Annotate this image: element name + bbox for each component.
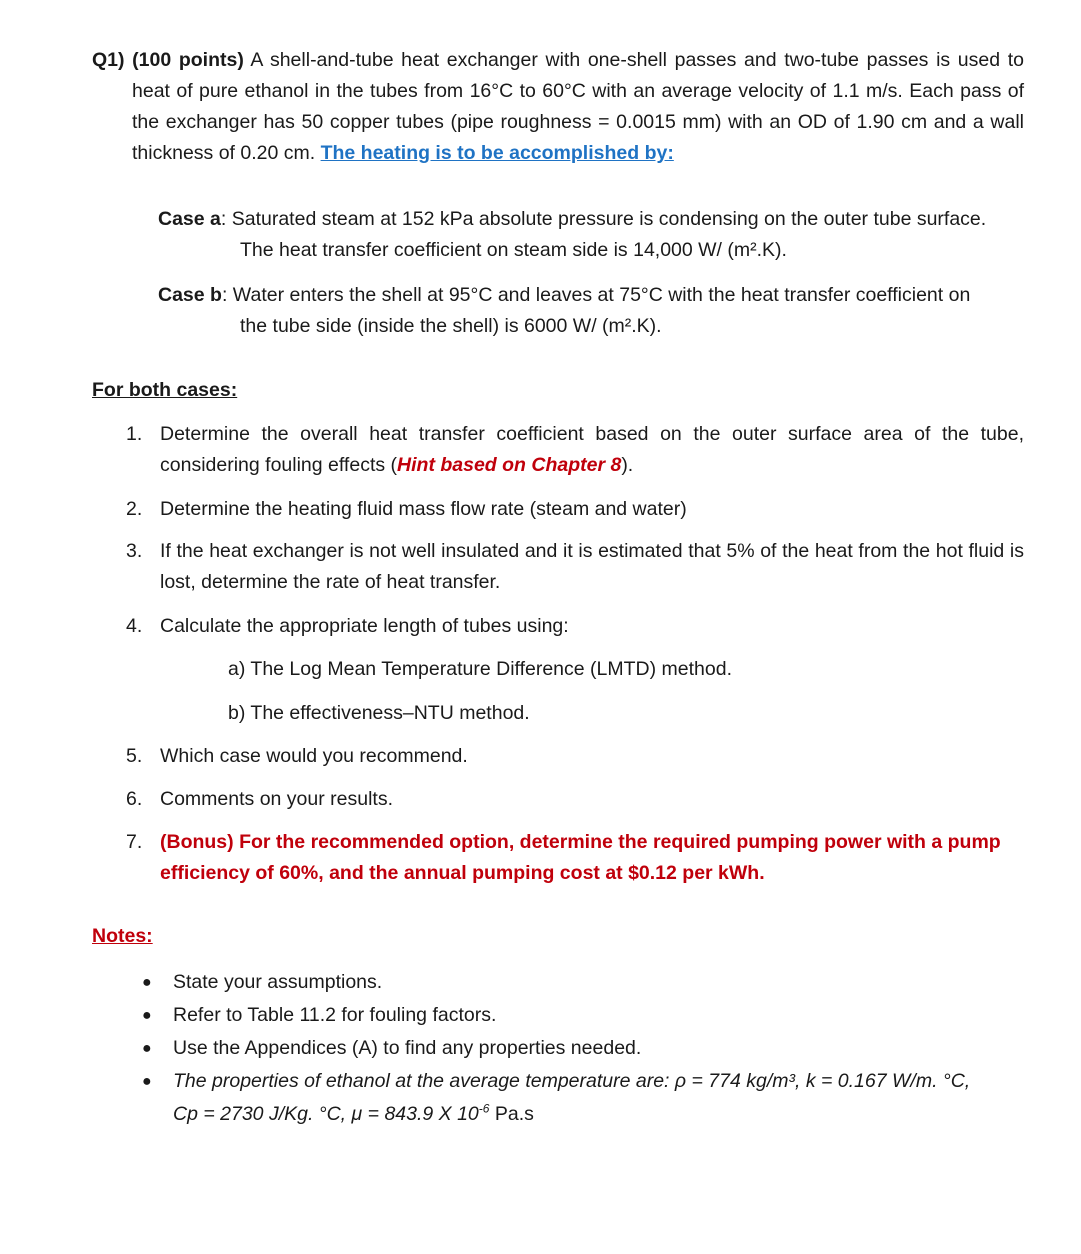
bonus-text: (Bonus) For the recommended option, determine the required pumping power with a pump efficiency of 60%, and the annual pumping cost at $0.12 per kWh. xyxy=(160,831,1001,884)
list-item xyxy=(126,611,1024,642)
viscosity-exponent: -6 xyxy=(478,1101,490,1116)
task-list-5 xyxy=(126,741,1024,772)
list-item-bonus xyxy=(126,827,1024,889)
note-item xyxy=(142,966,1024,999)
case-a xyxy=(158,204,1024,266)
list-item-text: Which case would you recommend. xyxy=(160,745,468,767)
case-a-label: Case a xyxy=(158,208,221,230)
task-list xyxy=(126,419,1024,481)
case-b-line2: the tube side (inside the shell) is 6000 W/ (m².K). xyxy=(240,315,662,337)
task-list-7 xyxy=(126,827,1024,889)
list-item-text: Determine the heating fluid mass flow rate (steam and water) xyxy=(160,498,687,520)
case-b-line1: : Water enters the shell at 95°C and leaves at 75°C with the heat transfer coefficient on xyxy=(221,284,971,306)
list-item-text-end: ). xyxy=(621,454,634,476)
list-number: 7. xyxy=(126,831,143,853)
question-intro xyxy=(92,45,1024,169)
task-list-4 xyxy=(126,611,1024,642)
task-list-3 xyxy=(126,536,1024,598)
note-text: State your assumptions. xyxy=(173,971,383,993)
note-item xyxy=(142,999,1024,1032)
case-a-line2: The heat transfer coefficient on steam side is 14,000 W/ (m².K). xyxy=(240,239,787,261)
task-list-2 xyxy=(126,494,1024,525)
case-a-line1: : Saturated steam at 152 kPa absolute pressure is condensing on the outer tube surface. xyxy=(220,208,987,230)
subitem-ntu: b) The effectiveness–NTU method. xyxy=(228,702,530,724)
list-item xyxy=(126,536,1024,598)
bullet-icon: ● xyxy=(142,1007,152,1024)
list-item xyxy=(126,419,1024,481)
list-number: 1. xyxy=(126,423,143,445)
note-item-properties xyxy=(142,1065,1024,1131)
bullet-icon: ● xyxy=(142,974,152,991)
properties-viscosity: μ = 843.9 X 10 xyxy=(351,1103,479,1125)
note-text: Use the Appendices (A) to find any properties needed. xyxy=(173,1037,642,1059)
question-text: A shell-and-tube heat exchanger with one-shell passes and two-tube passes is used to heat of pure ethanol in the tubes from 16°C to 60°C with an average velocity of 1.1 m/s. Each pass of the exchanger has 50 copper tubes (pipe roughness = 0.0015 mm) with an OD of 1.90 cm and a wall thickness of 0.20 cm. xyxy=(132,49,1024,164)
question-label: Q1) (100 points) xyxy=(92,49,244,71)
list-number: 2. xyxy=(126,498,143,520)
hint-text: Hint based on Chapter 8 xyxy=(397,454,622,476)
properties-lead: The properties of ethanol at the average temperature are: xyxy=(173,1070,675,1092)
list-number: 6. xyxy=(126,788,143,810)
case-b xyxy=(158,280,1024,342)
list-item-text: Calculate the appropriate length of tubes using: xyxy=(160,615,569,637)
bullet-icon: ● xyxy=(142,1073,152,1090)
list-item-text: Comments on your results. xyxy=(160,788,394,810)
list-item xyxy=(126,784,1024,815)
both-cases-heading: For both cases: xyxy=(92,379,238,401)
properties-density: ρ = 774 kg/m³, k = 0.167 W/m. °C, xyxy=(674,1070,971,1092)
list-item-text: If the heat exchanger is not well insulated and it is estimated that 5% of the heat from the hot fluid is lost, determine the rate of heat transfer. xyxy=(160,540,1024,593)
subitem-lmtd: a) The Log Mean Temperature Difference (LMTD) method. xyxy=(228,658,732,680)
task-list-6 xyxy=(126,784,1024,815)
case-b-label: Case b xyxy=(158,284,222,306)
viscosity-unit: Pa.s xyxy=(489,1103,534,1125)
properties-cp: Cp = 2730 J/Kg. °C, xyxy=(173,1103,352,1125)
list-item xyxy=(126,741,1024,772)
note-text: Refer to Table 11.2 for fouling factors. xyxy=(173,1004,497,1026)
notes-list xyxy=(142,966,1024,1131)
list-item xyxy=(126,494,1024,525)
list-number: 3. xyxy=(126,540,143,562)
list-item-text: Determine the overall heat transfer coefficient based on the outer surface area of the tube, considering fouling effects ( xyxy=(160,423,1024,476)
note-item xyxy=(142,1032,1024,1065)
notes-heading: Notes: xyxy=(92,925,153,947)
bullet-icon: ● xyxy=(142,1040,152,1057)
list-number: 5. xyxy=(126,745,143,767)
list-number: 4. xyxy=(126,615,143,637)
heating-link[interactable]: The heating is to be accomplished by: xyxy=(320,142,674,164)
